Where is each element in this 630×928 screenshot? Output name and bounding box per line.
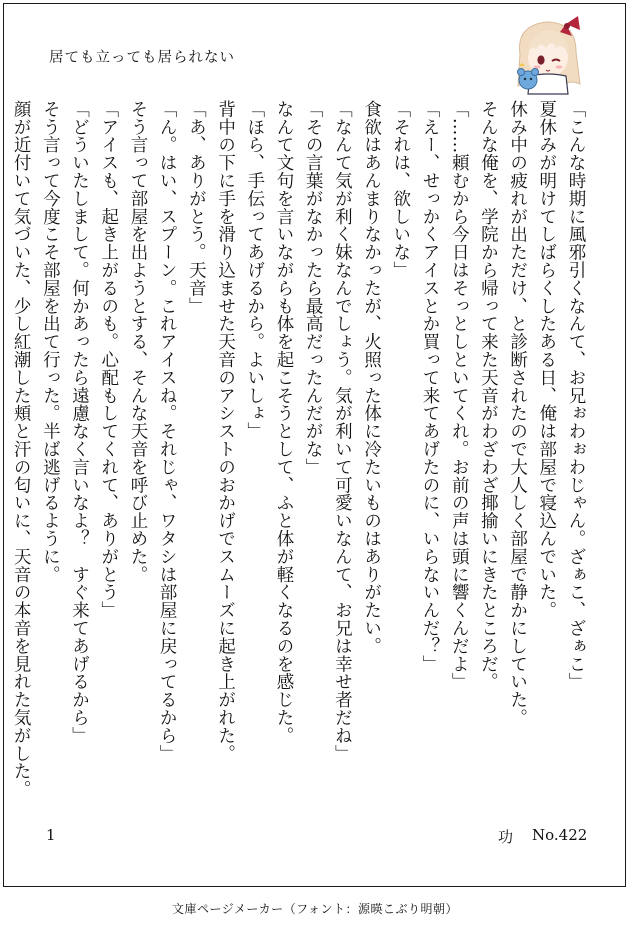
body-line: そう言って今度こそ部屋を出て行った。半ば逃げるように。: [40, 100, 61, 584]
body-line: 「あ、ありがとう。天音」: [186, 100, 207, 315]
body-line: 休み中の疲れが出ただけ、と診断されたので大人しく部屋で静かにしていた。: [507, 100, 528, 727]
body-line: 「それは、欲しいな」: [390, 100, 411, 279]
page-title: 居ても立っても居られない: [49, 50, 235, 66]
chibi-girl-with-teddy-bear-icon: [506, 14, 590, 98]
author-name: 功: [498, 828, 514, 846]
body-line: 「なんて気が利く妹なんでしょう。気が利いて可愛いなんて、お兄は幸せ者だね」: [332, 100, 353, 763]
body-line: 顔が近付いて気づいた、少し紅潮した頬と汗の匂いに、天音の本音を見れた気がした。: [11, 100, 32, 799]
body-line: 「ん。はい、スプーン。これアイスね。それじゃ、ワタシは部屋に戻ってるから」: [157, 100, 178, 763]
body-line: 「……頼むから今日はそっとしといてくれ。お前の声は頭に響くんだよ」: [449, 100, 470, 691]
body-line: 背中の下に手を滑り込ませた天音のアシストのおかげでスムーズに起き上がれた。: [215, 100, 236, 763]
body-line: 「こんな時期に風邪引くなんて、お兄ぉわぉわじゃん。ざぁこ、ざぁこ」: [566, 100, 586, 691]
body-line: 「どういたしまして。何かあったら遠慮なく言いなよ？ すぐ来てあげるから」: [69, 100, 90, 745]
body-line: なんて文句を言いながらも体を起こそうとして、ふと体が軽くなるのを感じた。: [273, 100, 294, 745]
body-line: 食欲はあんまりなかったが、火照った体に冷たいものはありがたい。: [361, 100, 382, 655]
body-line: 「えー、せっかくアイスとか買って来てあげたのに、いらないんだ？」: [419, 100, 440, 673]
body-line: そんな俺を、学院から帰って来た天音がわざわざ揶揄いにきたところだ。: [478, 100, 499, 691]
page-number: 1: [46, 826, 56, 844]
work-number: No.422: [532, 826, 588, 844]
body-line: 「その言葉がなかったら最高だったんだがな」: [303, 100, 324, 476]
body-line: そう言って部屋を出ようとする、そんな天音を呼び止めた。: [127, 100, 148, 584]
body-line: 「ほら、手伝ってあげるから。よいしょ」: [244, 100, 265, 441]
novel-body: [11, 100, 590, 815]
generator-caption: 文庫ページメーカー（フォント：源暎こぶり明朝）: [171, 902, 459, 916]
body-line: 「アイスも、起き上がるのも。心配もしてくれて、ありがとう」: [98, 100, 119, 620]
body-line: 夏休みが明けてしばらくしたある日、俺は部屋で寝込んでいた。: [536, 100, 557, 620]
